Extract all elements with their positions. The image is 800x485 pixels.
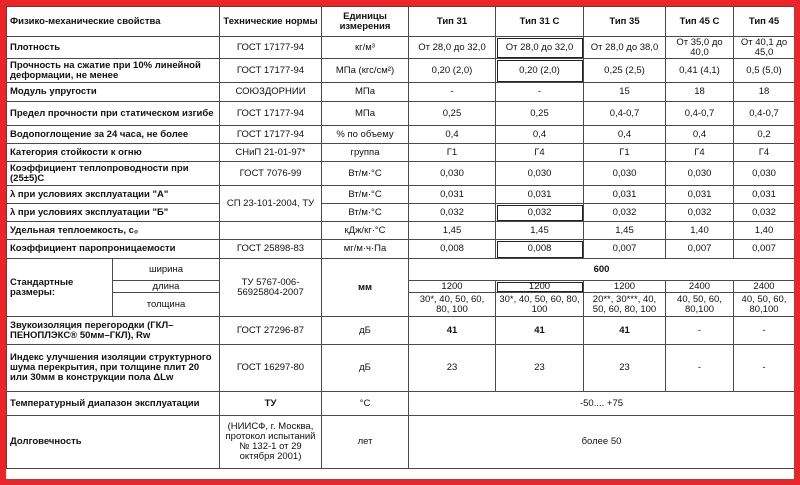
row-norm: ГОСТ 17177-94 [220, 37, 322, 59]
value-cell: От 28,0 до 32,0 [409, 37, 496, 59]
value-cell: 18 [734, 83, 795, 102]
value-cell: 1,45 [496, 222, 584, 240]
value-cell: 0,030 [409, 162, 496, 186]
row-unit: кг/м³ [322, 37, 409, 59]
row-density [7, 37, 795, 59]
row-temperature [7, 392, 795, 416]
value-cell: 0,007 [734, 240, 795, 259]
sizes-length-label: длина [113, 281, 220, 293]
row-label: λ при условиях эксплуатации "А" [7, 186, 220, 204]
value-cell: 0,20 (2,0) [496, 59, 584, 83]
row-compression [7, 59, 795, 83]
value-cell: - [734, 345, 795, 392]
row-durability [7, 416, 795, 469]
value-cell: 0,030 [734, 162, 795, 186]
value-cell: 40, 50, 60, 80,100 [666, 293, 734, 317]
header-type-31: Тип 31 [409, 7, 496, 37]
row-impact [7, 345, 795, 392]
row-label: Звукоизоляция перегородки (ГКЛ–ПЕНОПЛЭКС® 50мм–ГКЛ), Rw [7, 317, 220, 345]
row-unit: лет [322, 416, 409, 469]
value-cell: Г1 [584, 144, 666, 162]
row-norm: (НИИСФ, г. Москва, протокол испытаний № 132-1 от 29 октября 2001) [220, 416, 322, 469]
row-unit: кДж/кг·°С [322, 222, 409, 240]
value-cell: 0,5 (5,0) [734, 59, 795, 83]
header-type-35: Тип 35 [584, 7, 666, 37]
value-cell: 0,25 [409, 102, 496, 126]
row-label: Коэффициент паропроницаемости [7, 240, 220, 259]
value-cell: 0,031 [666, 186, 734, 204]
value-cell: 1200 [584, 281, 666, 293]
value-cell: 18 [666, 83, 734, 102]
spec-table-frame [6, 6, 794, 479]
value-cell: 0,032 [666, 204, 734, 222]
row-vapor [7, 240, 795, 259]
value-cell: 1,45 [409, 222, 496, 240]
sizes-width-label: ширина [113, 259, 220, 281]
row-label: Водопоглощение за 24 часа, не более [7, 126, 220, 144]
row-label: Индекс улучшения изоляции структурного шума перекрытия, при толщине плит 20 или 30мм в конструкции пола ΔLw [7, 345, 220, 392]
row-sizes-width [7, 259, 795, 281]
header-type-45: Тип 45 [734, 7, 795, 37]
value-cell: Г4 [734, 144, 795, 162]
durability-value: более 50 [409, 416, 795, 469]
value-cell: 1,40 [734, 222, 795, 240]
row-unit: дБ [322, 345, 409, 392]
value-cell: 2400 [666, 281, 734, 293]
row-elastic [7, 83, 795, 102]
sizes-label: Стандартные размеры: [7, 259, 113, 317]
row-norm: ГОСТ 7076-99 [220, 162, 322, 186]
properties-table [6, 6, 794, 469]
value-cell: 0,032 [409, 204, 496, 222]
value-cell: От 40,1 до 45,0 [734, 37, 795, 59]
value-cell: 1200 [496, 281, 584, 293]
row-unit: Вт/м·°С [322, 162, 409, 186]
value-cell: 1200 [409, 281, 496, 293]
row-norm: ТУ [220, 392, 322, 416]
value-cell: 0,41 (4,1) [666, 59, 734, 83]
header-row [7, 7, 795, 37]
row-label: λ при условиях эксплуатации "Б" [7, 204, 220, 222]
value-cell: 0,20 (2,0) [409, 59, 496, 83]
value-cell: 0,030 [666, 162, 734, 186]
value-cell: 0,4 [666, 126, 734, 144]
value-cell: 0,007 [666, 240, 734, 259]
header-type-31c: Тип 31 С [496, 7, 584, 37]
value-cell: - [666, 317, 734, 345]
temperature-range-value: -50.... +75 [409, 392, 795, 416]
row-unit: МПа [322, 83, 409, 102]
row-water [7, 126, 795, 144]
row-label: Плотность [7, 37, 220, 59]
row-unit: Вт/м·°С [322, 186, 409, 204]
row-conductivity [7, 162, 795, 186]
value-cell: 0,4-0,7 [666, 102, 734, 126]
value-cell: 0,4 [409, 126, 496, 144]
value-cell: 23 [496, 345, 584, 392]
value-cell: 0,031 [734, 186, 795, 204]
row-norm: СОЮЗДОРНИИ [220, 83, 322, 102]
value-cell: 0,008 [496, 240, 584, 259]
row-lambda-b [7, 204, 795, 222]
value-cell: - [409, 83, 496, 102]
value-cell: 0,031 [496, 186, 584, 204]
sizes-unit: мм [322, 259, 409, 317]
header-units: Единицы измерения [322, 7, 409, 37]
value-cell: 0,032 [584, 204, 666, 222]
row-unit: мг/м·ч·Па [322, 240, 409, 259]
value-cell: 41 [584, 317, 666, 345]
row-norm: ГОСТ 17177-94 [220, 102, 322, 126]
value-cell: 0,032 [496, 204, 584, 222]
sizes-thickness-label: толщина [113, 293, 220, 317]
value-cell: 0,031 [409, 186, 496, 204]
value-cell: 1,40 [666, 222, 734, 240]
value-cell: 0,4-0,7 [584, 102, 666, 126]
row-lambda-a [7, 186, 795, 204]
row-norm: ГОСТ 17177-94 [220, 59, 322, 83]
row-norm: ГОСТ 17177-94 [220, 126, 322, 144]
value-cell: 41 [496, 317, 584, 345]
value-cell: 0,2 [734, 126, 795, 144]
value-cell: 41 [409, 317, 496, 345]
value-cell: 0,031 [584, 186, 666, 204]
row-norm [220, 222, 322, 240]
row-norm: СП 23-101-2004, ТУ [220, 186, 322, 222]
value-cell: 23 [584, 345, 666, 392]
value-cell: 0,008 [409, 240, 496, 259]
row-unit: % по объему [322, 126, 409, 144]
value-cell: - [734, 317, 795, 345]
value-cell: - [666, 345, 734, 392]
row-label: Долговечность [7, 416, 220, 469]
value-cell: 20**, 30***, 40, 50, 60, 80, 100 [584, 293, 666, 317]
row-label: Коэффициент теплопроводности при (25±5)С [7, 162, 220, 186]
value-cell: - [496, 83, 584, 102]
row-heat-capacity [7, 222, 795, 240]
value-cell: 23 [409, 345, 496, 392]
value-cell: Г4 [496, 144, 584, 162]
row-unit: дБ [322, 317, 409, 345]
row-bending [7, 102, 795, 126]
header-norms: Технические нормы [220, 7, 322, 37]
header-property: Физико-механические свойства [7, 7, 220, 37]
value-cell: 0,4 [584, 126, 666, 144]
row-unit: МПа [322, 102, 409, 126]
value-cell: 0,007 [584, 240, 666, 259]
row-label: Температурный диапазон эксплуатации [7, 392, 220, 416]
header-type-45c: Тип 45 С [666, 7, 734, 37]
value-cell: 0,030 [584, 162, 666, 186]
value-cell: От 35,0 до 40,0 [666, 37, 734, 59]
row-unit: Вт/м·°С [322, 204, 409, 222]
row-unit: МПа (кгс/см²) [322, 59, 409, 83]
value-cell: 0,4 [496, 126, 584, 144]
row-label: Модуль упругости [7, 83, 220, 102]
value-cell: От 28,0 до 32,0 [496, 37, 584, 59]
row-label: Категория стойкости к огню [7, 144, 220, 162]
value-cell: 30*, 40, 50, 60, 80, 100 [409, 293, 496, 317]
value-cell: 15 [584, 83, 666, 102]
sizes-norm: ТУ 5767-006-56925804-2007 [220, 259, 322, 317]
row-unit: группа [322, 144, 409, 162]
value-cell: 0,030 [496, 162, 584, 186]
row-norm: ГОСТ 25898-83 [220, 240, 322, 259]
row-norm: СНиП 21-01-97* [220, 144, 322, 162]
row-norm: ГОСТ 16297-80 [220, 345, 322, 392]
row-label: Прочность на сжатие при 10% линейной деформации, не менее [7, 59, 220, 83]
value-cell: 40, 50, 60, 80,100 [734, 293, 795, 317]
value-cell: 0,032 [734, 204, 795, 222]
value-cell: 0,4-0,7 [734, 102, 795, 126]
value-cell: 2400 [734, 281, 795, 293]
row-norm: ГОСТ 27296-87 [220, 317, 322, 345]
value-cell: 0,25 (2,5) [584, 59, 666, 83]
row-fire [7, 144, 795, 162]
value-cell: От 28,0 до 38,0 [584, 37, 666, 59]
value-cell: 1,45 [584, 222, 666, 240]
value-cell: 0,25 [496, 102, 584, 126]
row-label: Предел прочности при статическом изгибе [7, 102, 220, 126]
sizes-width-value: 600 [409, 259, 795, 281]
value-cell: Г4 [666, 144, 734, 162]
row-unit: °С [322, 392, 409, 416]
value-cell: 30*, 40, 50, 60, 80, 100 [496, 293, 584, 317]
value-cell: Г1 [409, 144, 496, 162]
row-sound [7, 317, 795, 345]
row-label: Удельная теплоемкость, с₀ [7, 222, 220, 240]
